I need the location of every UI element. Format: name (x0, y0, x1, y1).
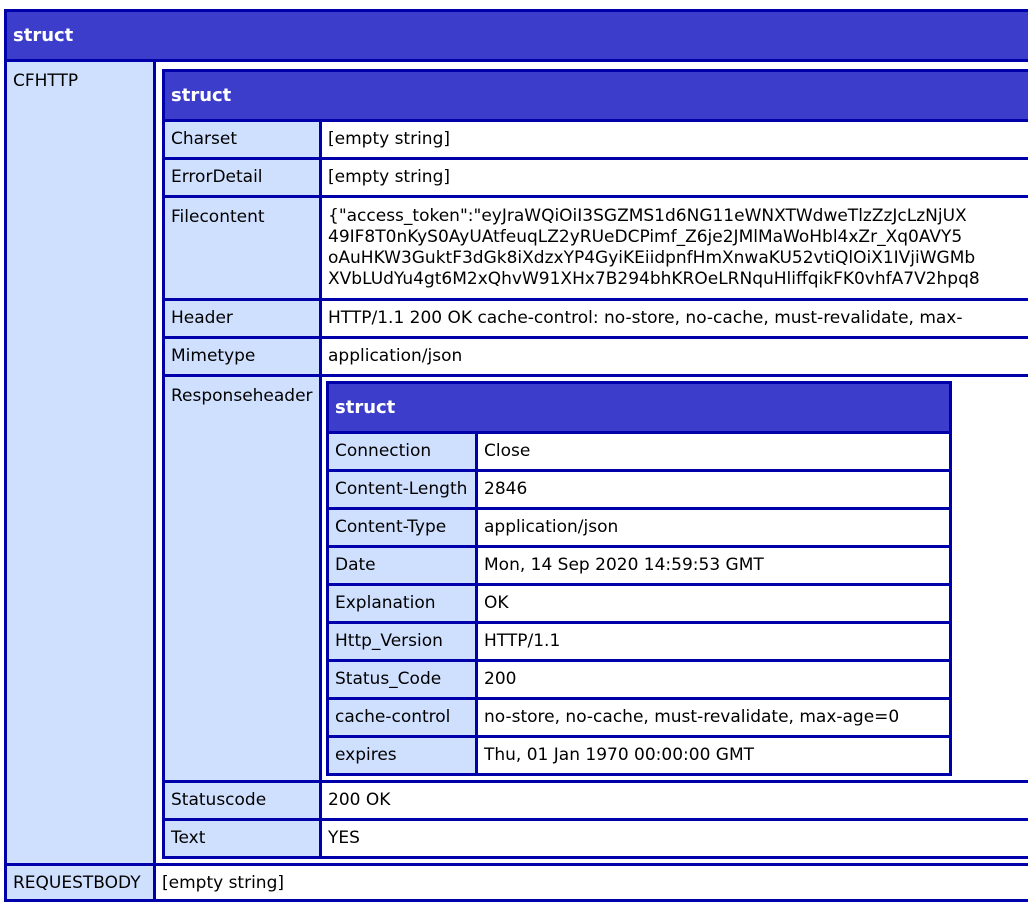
cache-control-value: no-store, no-cache, must-revalidate, max-age=0 (478, 700, 949, 735)
cfhttp-key[interactable]: CFHTTP (7, 62, 153, 863)
cache-control-key[interactable]: cache-control (329, 700, 475, 735)
date-value: Mon, 14 Sep 2020 14:59:53 GMT (478, 548, 949, 583)
content-type-value: application/json (478, 510, 949, 545)
statuscode-value: 200 OK (322, 783, 1028, 818)
filecontent-key[interactable]: Filecontent (165, 198, 319, 298)
filecontent-line: oAuHKW3GuktF3dGk8iXdzxYP4GyiKEiidpnfHmXnwaKU52vtiQlOiX1IVjiWGMb (328, 248, 976, 268)
cfhttp-struct-table (162, 69, 1028, 859)
errordetail-key[interactable]: ErrorDetail (165, 160, 319, 195)
requestbody-value: [empty string] (156, 866, 1028, 899)
requestbody-key[interactable]: REQUESTBODY (7, 866, 153, 899)
errordetail-value: [empty string] (322, 160, 1028, 195)
connection-value: Close (478, 434, 949, 469)
http-version-value: HTTP/1.1 (478, 624, 949, 659)
date-key[interactable]: Date (329, 548, 475, 583)
filecontent-line: XVbLUdYu4gt6M2xQhvW91XHx7B294bhKROeLRNquHliffqikFK0vhfA7V2hpq8 (328, 269, 980, 289)
outer-struct-table (4, 9, 1028, 902)
charset-value: [empty string] (322, 122, 1028, 157)
responseheader-struct-header[interactable]: struct (329, 384, 949, 431)
expires-value: Thu, 01 Jan 1970 00:00:00 GMT (478, 738, 949, 773)
responseheader-key[interactable]: Responseheader (165, 377, 319, 780)
content-length-value: 2846 (478, 472, 949, 507)
content-type-key[interactable]: Content-Type (329, 510, 475, 545)
cfhttp-value (156, 62, 1028, 863)
http-version-key[interactable]: Http_Version (329, 624, 475, 659)
filecontent-value (322, 198, 1028, 298)
outer-struct-header[interactable]: struct (7, 12, 1028, 59)
status-code-key[interactable]: Status_Code (329, 662, 475, 697)
cfhttp-struct-header[interactable]: struct (165, 72, 1028, 119)
expires-key[interactable]: expires (329, 738, 475, 773)
header-key[interactable]: Header (165, 301, 319, 336)
mimetype-key[interactable]: Mimetype (165, 339, 319, 374)
explanation-key[interactable]: Explanation (329, 586, 475, 621)
charset-key[interactable]: Charset (165, 122, 319, 157)
text-value: YES (322, 821, 1028, 856)
text-key[interactable]: Text (165, 821, 319, 856)
status-code-value: 200 (478, 662, 949, 697)
responseheader-value (322, 377, 1028, 780)
explanation-value: OK (478, 586, 949, 621)
responseheader-struct-table (326, 381, 952, 776)
statuscode-key[interactable]: Statuscode (165, 783, 319, 818)
filecontent-line: 49IF8T0nKyS0AyUAtfeuqLZ2yRUeDCPimf_Z6je2JMlMaWoHbl4xZr_Xq0AVY5 (328, 227, 963, 247)
connection-key[interactable]: Connection (329, 434, 475, 469)
content-length-key[interactable]: Content-Length (329, 472, 475, 507)
filecontent-line: {"access_token":"eyJraWQiOiI3SGZMS1d6NG11eWNXTWdweTlzZzJcLzNjUX (328, 206, 967, 226)
header-value: HTTP/1.1 200 OK cache-control: no-store, no-cache, must-revalidate, max- (322, 301, 1028, 336)
mimetype-value: application/json (322, 339, 1028, 374)
